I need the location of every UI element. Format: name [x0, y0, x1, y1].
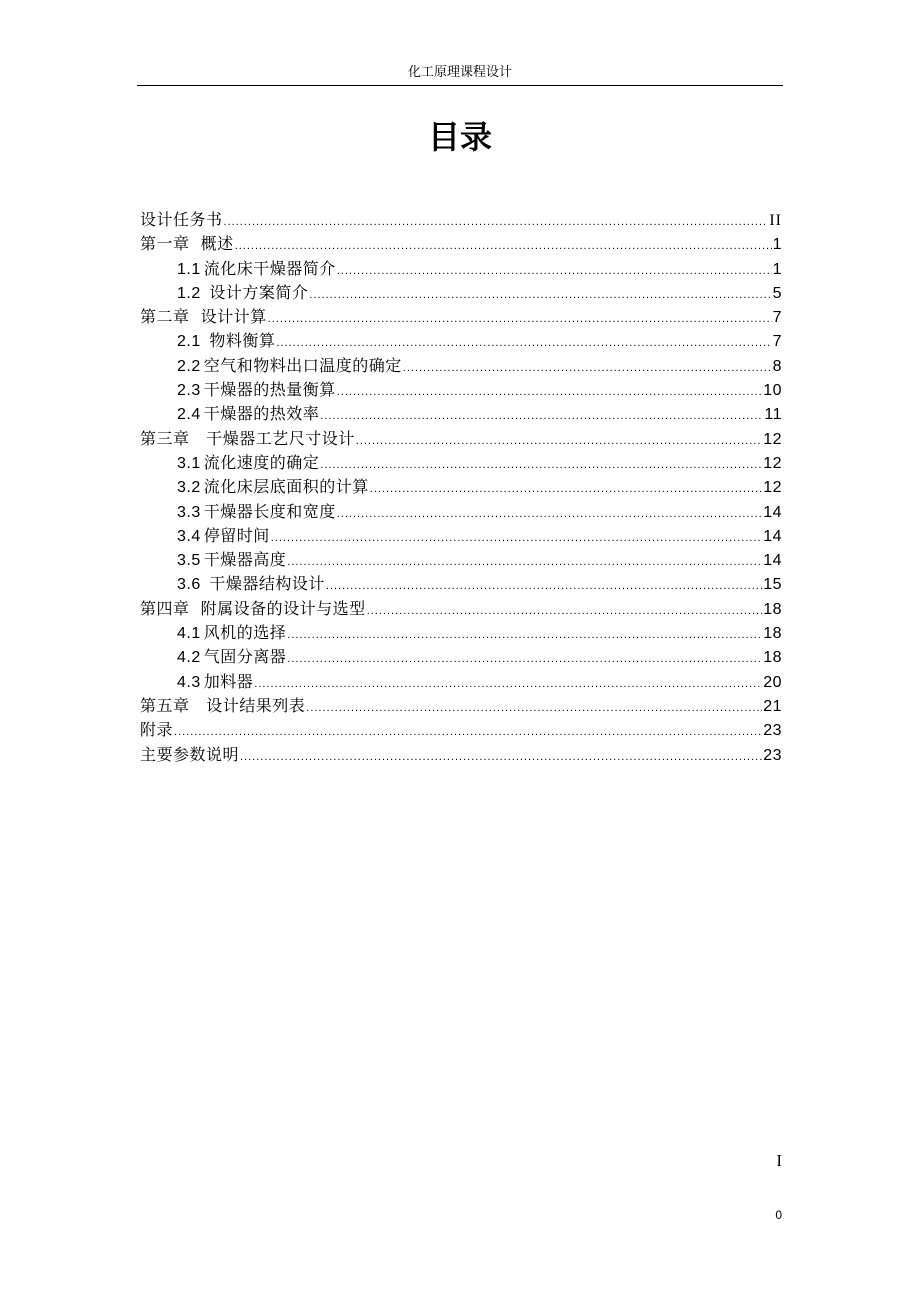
toc-entry-text: 加料器 — [203, 671, 254, 691]
toc-entry-page: 15 — [763, 576, 782, 594]
toc-entry[interactable] — [140, 257, 782, 281]
toc-entry-label — [140, 694, 305, 718]
toc-entry[interactable] — [140, 329, 782, 353]
toc-entry-label — [140, 743, 239, 767]
toc-entry-text: 流化床层底面积的计算 — [203, 477, 369, 497]
toc-entry-text: 第三章 干燥器工艺尺寸设计 — [140, 428, 355, 448]
toc-entry-page: 12 — [763, 430, 782, 448]
toc-dot-leader — [174, 720, 762, 744]
toc-dot-leader — [254, 672, 762, 696]
toc-entry[interactable] — [140, 402, 782, 426]
toc-entry-page: 12 — [763, 479, 782, 497]
toc-entry-page: 20 — [763, 673, 782, 691]
toc-entry-text: 流化床干燥器简介 — [203, 258, 336, 278]
toc-entry-label — [177, 621, 286, 646]
toc-entry-number: 4.3 — [177, 673, 201, 691]
toc-entry[interactable] — [140, 500, 782, 524]
toc-entry-number: 3.4 — [177, 527, 201, 545]
toc-entry-text: 干燥器的热效率 — [203, 404, 320, 424]
toc-dot-leader — [403, 356, 772, 380]
toc-entry-text: 第四章 附属设备的设计与选型 — [140, 598, 366, 618]
toc-entry[interactable] — [140, 378, 782, 402]
toc-title: 目录 — [427, 118, 492, 156]
toc-entry[interactable] — [140, 305, 782, 329]
toc-dot-leader — [337, 380, 762, 404]
toc-entry[interactable] — [140, 670, 782, 694]
toc-dot-leader — [224, 210, 769, 234]
toc-dot-leader — [356, 429, 762, 453]
toc-entry-text: 第五章 设计结果列表 — [140, 695, 306, 715]
toc-entry[interactable] — [140, 208, 782, 232]
toc-entry-number: 3.2 — [177, 479, 201, 497]
toc-entry-label — [177, 378, 336, 403]
toc-entry[interactable] — [140, 548, 782, 572]
toc-entry-label — [177, 354, 402, 379]
toc-dot-leader — [240, 745, 762, 769]
toc-entry-text: 设计任务书 — [140, 210, 223, 229]
toc-entry-label — [177, 475, 369, 500]
toc-entry-label — [177, 402, 319, 427]
toc-entry-page: 12 — [763, 454, 782, 472]
footer-page-number: 0 — [775, 1208, 782, 1222]
toc-entry-text: 气固分离器 — [203, 647, 287, 667]
toc-entry-label — [140, 232, 234, 256]
toc-entry-label — [140, 597, 366, 621]
toc-entry-page: 14 — [763, 503, 782, 521]
toc-entry-number: 1.1 — [177, 260, 201, 278]
toc-entry[interactable] — [140, 427, 782, 451]
toc-entry-label — [140, 427, 355, 451]
toc-dot-leader — [320, 453, 762, 477]
toc-dot-leader — [271, 526, 762, 550]
toc-entry-label — [177, 572, 325, 597]
toc-entry[interactable] — [140, 232, 782, 256]
toc-dot-leader — [370, 477, 762, 501]
toc-entry[interactable] — [140, 645, 782, 669]
toc-entry[interactable] — [140, 475, 782, 499]
toc-entry-label — [177, 257, 336, 282]
toc-dot-leader — [287, 550, 762, 574]
toc-entry-page: 18 — [763, 600, 782, 618]
toc-entry-number: 3.6 — [177, 576, 201, 594]
toc-entry[interactable] — [140, 524, 782, 548]
toc-entry-text: 风机的选择 — [203, 623, 287, 643]
toc-entry-label — [140, 718, 173, 742]
toc-entry-number: 3.5 — [177, 552, 201, 570]
toc-dot-leader — [326, 574, 762, 598]
toc-entry-text: 干燥器高度 — [203, 550, 287, 570]
toc-entry-text: 第二章 设计计算 — [140, 307, 267, 327]
toc-entry[interactable] — [140, 621, 782, 645]
toc-entry-page: 18 — [763, 625, 782, 643]
toc-entry-page: 21 — [763, 697, 782, 715]
toc-entry-number: 2.3 — [177, 382, 201, 400]
toc-entry-text: 干燥器结构设计 — [203, 574, 325, 594]
toc-entry-page: 23 — [763, 722, 782, 740]
toc-entry-text: 停留时间 — [203, 525, 270, 545]
toc-entry-text: 空气和物料出口温度的确定 — [203, 355, 402, 375]
toc-entry-number: 2.4 — [177, 406, 201, 424]
toc-entry-label — [140, 208, 223, 232]
toc-entry-label — [177, 329, 275, 354]
toc-entry-text: 流化速度的确定 — [203, 452, 320, 472]
toc-entry-page: 7 — [772, 333, 782, 351]
running-header: 化工原理课程设计 — [407, 65, 512, 80]
toc-entry-label — [177, 548, 286, 573]
toc-entry-page: 14 — [763, 552, 782, 570]
toc-dot-leader — [287, 647, 762, 671]
toc-entry[interactable] — [140, 718, 782, 742]
toc-entry-label — [177, 524, 270, 549]
toc-entry-page: 1 — [772, 260, 782, 278]
toc-entry-label — [177, 670, 253, 695]
toc-list — [140, 208, 782, 767]
toc-entry-text: 干燥器长度和宽度 — [203, 501, 336, 521]
toc-entry[interactable] — [140, 597, 782, 621]
toc-dot-leader — [276, 331, 771, 355]
toc-entry-text: 第一章 概述 — [140, 234, 234, 254]
toc-entry-label — [177, 500, 336, 525]
toc-entry-label — [177, 645, 286, 670]
toc-entry-label — [177, 281, 308, 306]
toc-dot-leader — [287, 623, 762, 647]
toc-entry-text: 主要参数说明 — [140, 744, 240, 764]
toc-dot-leader — [337, 502, 762, 526]
toc-entry-text: 物料衡算 — [203, 331, 276, 351]
toc-entry[interactable] — [140, 694, 782, 718]
toc-entry[interactable] — [140, 572, 782, 596]
toc-dot-leader — [235, 234, 772, 258]
toc-entry-number: 2.1 — [177, 333, 201, 351]
header-rule — [137, 85, 783, 86]
toc-entry[interactable] — [140, 451, 782, 475]
toc-entry-number: 4.1 — [177, 625, 201, 643]
roman-page-number: I — [776, 1151, 782, 1170]
toc-entry-page: 8 — [772, 357, 782, 375]
toc-entry[interactable] — [140, 743, 782, 767]
toc-entry-text: 附录 — [140, 720, 174, 740]
toc-entry-text: 设计方案简介 — [203, 282, 309, 302]
toc-entry-number: 4.2 — [177, 649, 201, 667]
toc-dot-leader — [309, 283, 771, 307]
toc-entry-page: 5 — [772, 284, 782, 302]
toc-entry-number: 3.3 — [177, 503, 201, 521]
toc-entry-number: 1.2 — [177, 284, 201, 302]
toc-entry-page: 14 — [763, 527, 782, 545]
toc-entry-page: 11 — [764, 406, 782, 424]
toc-entry-page: 23 — [763, 746, 782, 764]
toc-entry[interactable] — [140, 281, 782, 305]
toc-entry-page: II — [769, 212, 782, 229]
toc-entry-number: 3.1 — [177, 454, 201, 472]
toc-entry-text: 干燥器的热量衡算 — [203, 380, 336, 400]
toc-dot-leader — [306, 696, 762, 720]
toc-entry-page: 18 — [763, 649, 782, 667]
toc-entry-label — [140, 305, 267, 329]
toc-dot-leader — [367, 599, 763, 623]
toc-entry-page: 1 — [772, 236, 782, 254]
toc-entry-page: 7 — [772, 309, 782, 327]
toc-dot-leader — [337, 259, 772, 283]
toc-entry[interactable] — [140, 354, 782, 378]
toc-dot-leader — [320, 404, 763, 428]
toc-entry-number: 2.2 — [177, 357, 201, 375]
toc-dot-leader — [268, 307, 772, 331]
toc-entry-page: 10 — [763, 382, 782, 400]
toc-entry-label — [177, 451, 319, 476]
